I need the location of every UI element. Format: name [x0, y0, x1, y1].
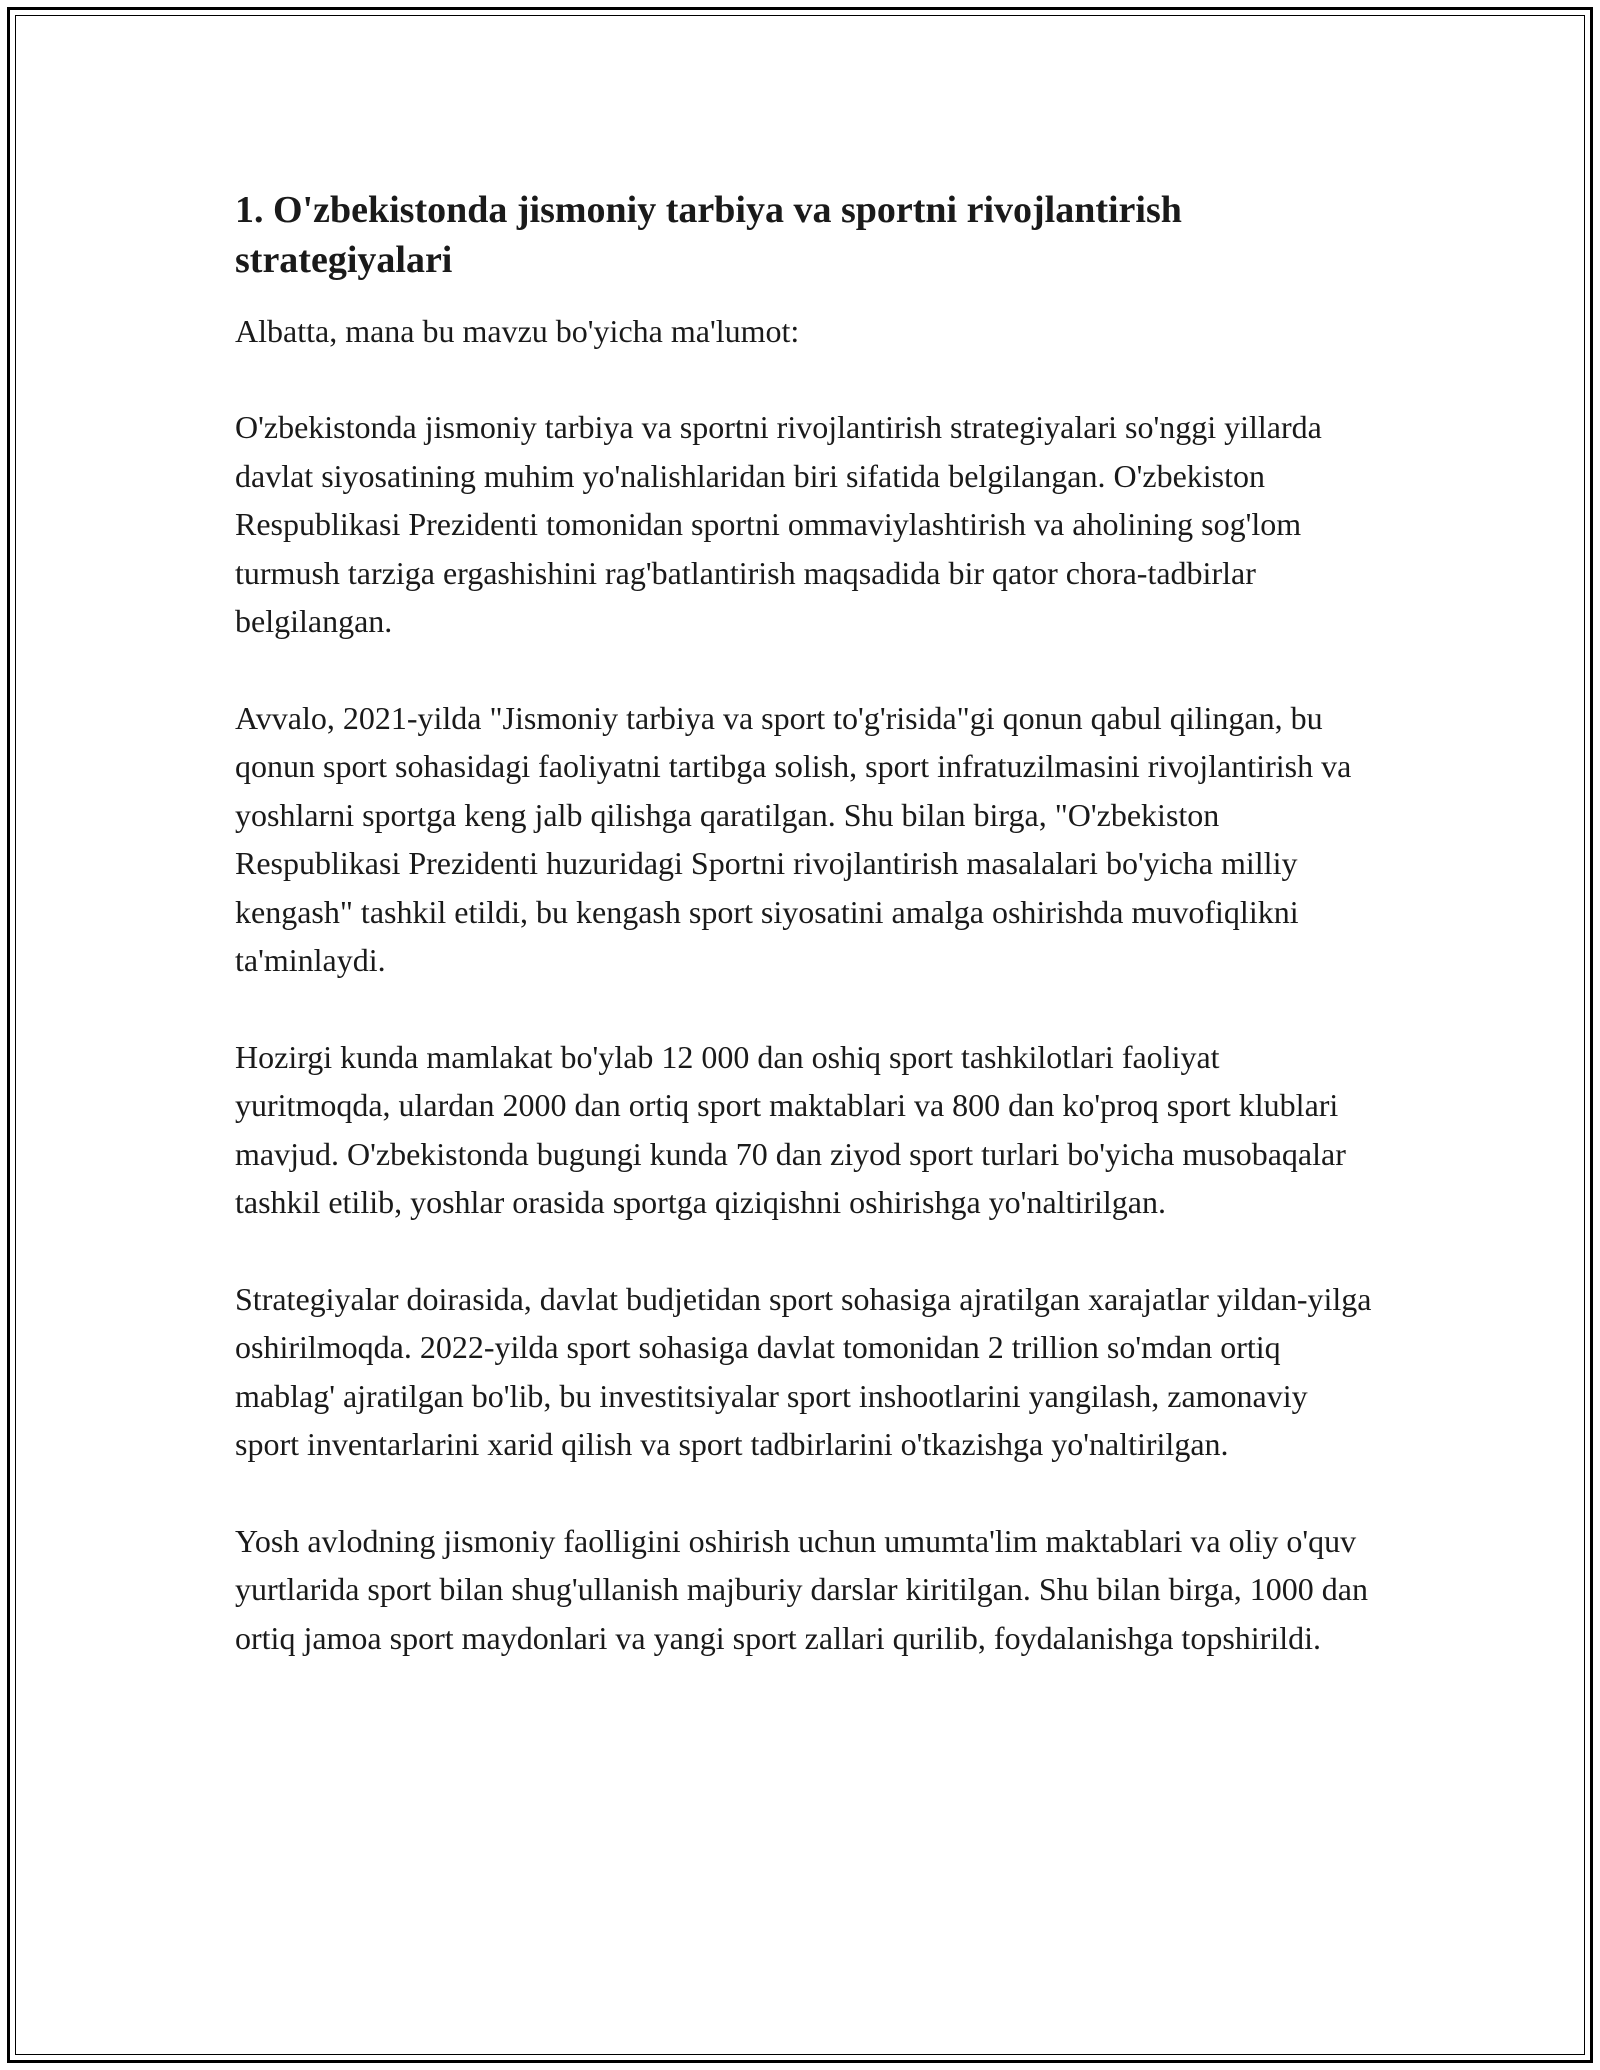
paragraph-budget: Strategiyalar doirasida, davlat budjetidan sport sohasiga ajratilgan xarajatlar yildan-yilga oshirilmoqda. 2022-yilda sport sohasiga davlat tomonidan 2 trillion so'mdan ortiq mablag' ajratilgan bo'lib, bu investitsiyalar sport inshootlarini yangilash, zamonaviy sport inventarlarini xarid qilish va sport tadbirlarini o'tkazishga yo'naltirilgan. [235, 1280, 1372, 1462]
paragraph-strategies: O'zbekistonda jismoniy tarbiya va sportni rivojlantirish strategiyalari so'nggi yillarda davlat siyosatining muhim yo'nalishlaridan biri sifatida belgilangan. O'zbekiston Respublikasi Prezidenti tomonidan sportni ommaviylashtirish va aholining sog'lom turmush tarziga ergashishini rag'batlantirish maqsadida bir qator chora-tadbirlar belgilangan. [235, 409, 1322, 639]
paragraph-youth: Yosh avlodning jismoniy faolligini oshirish uchun umumta'lim maktablari va oliy o'quv yurtlarida sport bilan shug'ullanish majburiy darslar kiritilgan. Shu bilan birga, 1000 dan ortiq jamoa sport maydonlari va yangi sport zallari qurilib, foydalanishga topshirildi. [235, 1522, 1368, 1656]
document-body [235, 185, 1375, 1710]
document-title: 1. O'zbekistonda jismoniy tarbiya va sportni rivojlantirish strategiyalari [235, 189, 1182, 281]
paragraph-law: Avvalo, 2021-yilda "Jismoniy tarbiya va sport to'g'risida"gi qonun qabul qilingan, bu qonun sport sohasidagi faoliyatni tartibga solish, sport infratuzilmasini rivojlantirish va yoshlarni sportga keng jalb qilishga qaratilgan. Shu bilan birga, "O'zbekiston Respublikasi Prezidenti huzuridagi Sportni rivojlantirish masalalari bo'yicha milliy kengash" tashkil etildi, bu kengash sport siyosatini amalga oshirishda muvofiqlikni ta'minlaydi. [235, 699, 1352, 978]
intro-line: Albatta, mana bu mavzu bo'yicha ma'lumot: [235, 313, 800, 349]
paragraph-organizations: Hozirgi kunda mamlakat bo'ylab 12 000 dan oshiq sport tashkilotlari faoliyat yuritmoqda, ulardan 2000 dan ortiq sport maktablari va 800 dan ko'proq sport klublari mavjud. O'zbekistonda bugungi kunda 70 dan ziyod sport turlari bo'yicha musobaqalar tashkil etilib, yoshlar orasida sportga qiziqishni oshirishga yo'naltirilgan. [235, 1038, 1346, 1220]
